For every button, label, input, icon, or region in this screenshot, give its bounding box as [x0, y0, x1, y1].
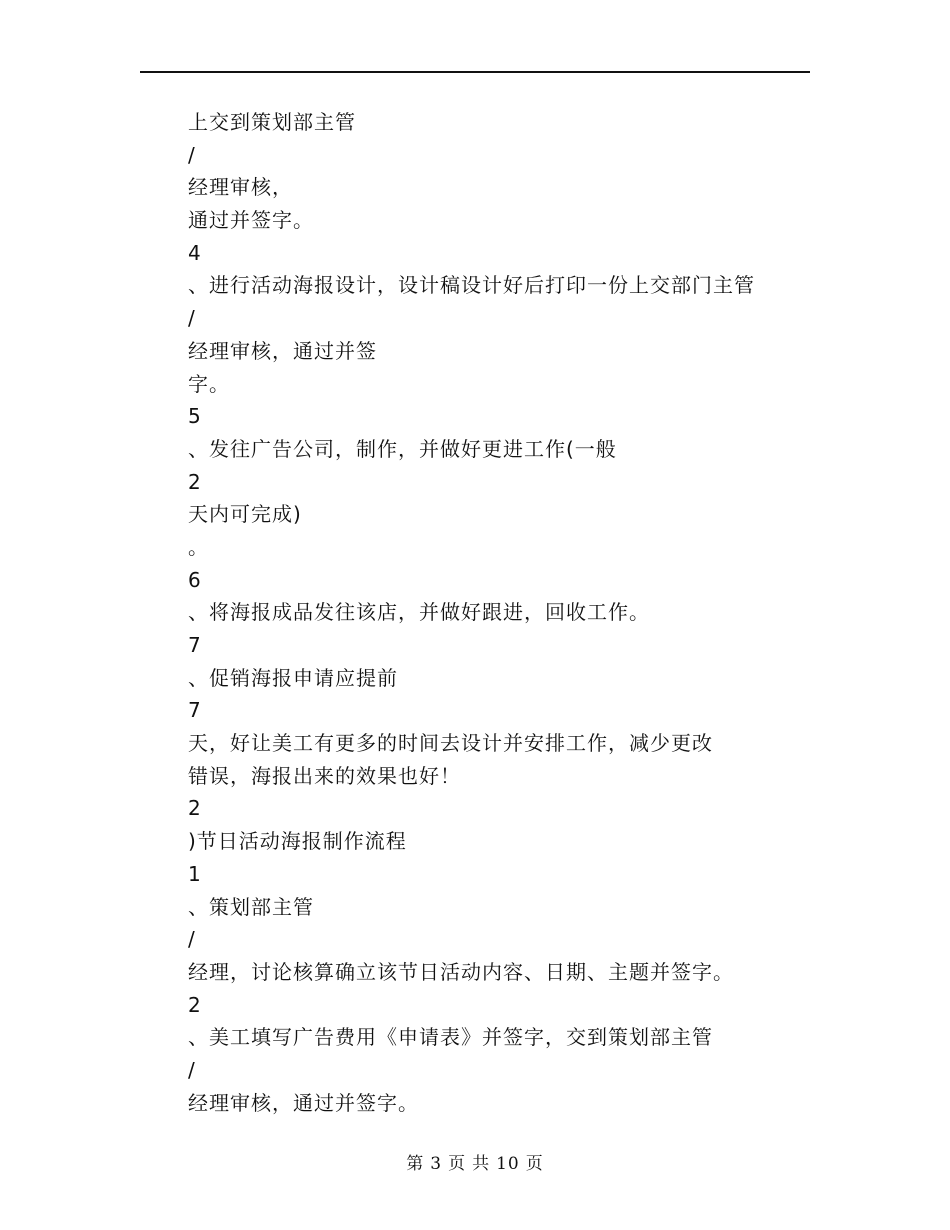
text-line: 通过并签字。: [188, 208, 314, 233]
text-line: /: [188, 306, 196, 331]
footer-total-prefix: 共: [472, 1154, 491, 1174]
text-line: 、发往广告公司，制作，并做好更进工作(一般: [188, 436, 617, 461]
footer-page-label: 页: [448, 1154, 467, 1174]
text-line: 。: [188, 534, 209, 559]
text-line: 经理审核，: [188, 175, 293, 200]
footer-total-pages: 10: [496, 1154, 520, 1174]
text-line: 1: [188, 861, 202, 886]
footer-prefix: 第: [406, 1154, 425, 1174]
header-rule: [140, 71, 810, 73]
text-line: 、促销海报申请应提前: [188, 665, 398, 690]
document-body: [188, 106, 828, 1119]
text-line: 天，好让美工有更多的时间去设计并安排工作，减少更改: [188, 731, 713, 756]
text-line: 2: [188, 992, 202, 1017]
text-line: 2: [188, 796, 202, 821]
text-line: /: [188, 142, 196, 167]
text-line: 经理，讨论核算确立该节日活动内容、日期、主题并签字。: [188, 959, 734, 984]
text-line: 2: [188, 469, 202, 494]
text-line: 错误，海报出来的效果也好！: [188, 763, 461, 788]
text-line: 经理审核，通过并签: [188, 338, 377, 363]
text-line: 、将海报成品发往该店，并做好跟进，回收工作。: [188, 600, 650, 625]
text-line: 字。: [188, 371, 230, 396]
text-line: 7: [188, 698, 202, 723]
text-line: 、美工填写广告费用《申请表》并签字，交到策划部主管: [188, 1025, 713, 1050]
text-line: )节日活动海报制作流程: [188, 829, 407, 854]
text-line: 4: [188, 240, 202, 265]
footer-total-label: 页: [525, 1154, 544, 1174]
footer-current-page: 3: [430, 1154, 443, 1174]
text-line: /: [188, 927, 196, 952]
text-line: /: [188, 1057, 196, 1082]
text-line: 5: [188, 404, 202, 429]
text-line: 天内可完成): [188, 502, 302, 527]
text-line: 、策划部主管: [188, 894, 314, 919]
text-line: 经理审核，通过并签字。: [188, 1090, 419, 1115]
text-line: 、进行活动海报设计，设计稿设计好后打印一份上交部门主管: [188, 273, 755, 298]
text-line: 上交到策划部主管: [188, 110, 356, 134]
text-line: 7: [188, 633, 202, 657]
text-line: 6: [188, 567, 202, 592]
page-footer: [0, 1152, 950, 1176]
